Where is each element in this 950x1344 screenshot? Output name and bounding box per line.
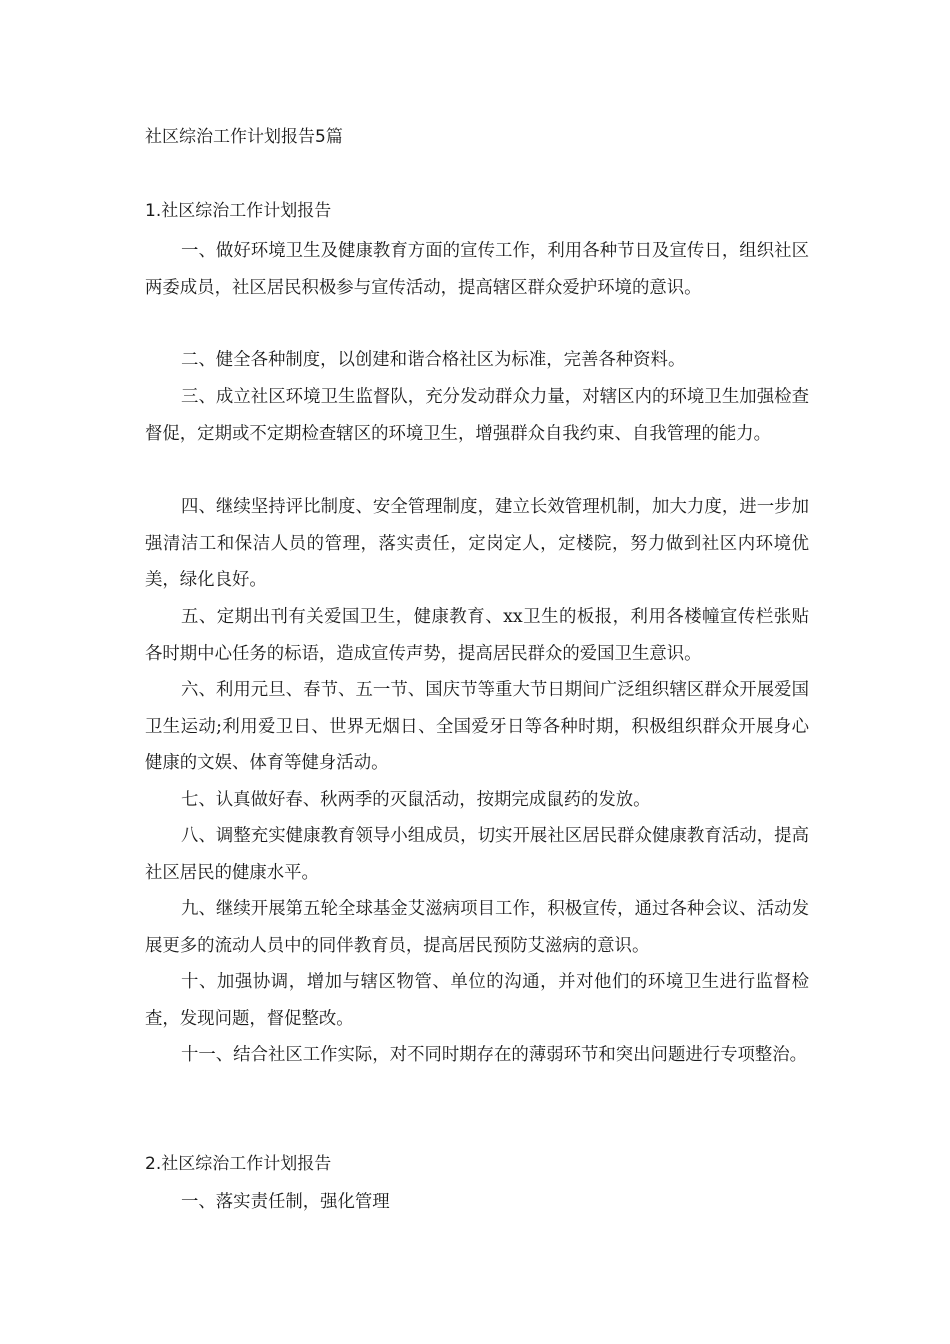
paragraph-1-4: 四、继续坚持评比制度、安全管理制度，建立长效管理机制，加大力度，进一步加强清洁工和保洁人员的管理，落实责任，定岗定人，定楼院，努力做到社区内环境优美，绿化良好。 — [145, 497, 809, 591]
paragraph-1-10: 十、加强协调，增加与辖区物管、单位的沟通，并对他们的环境卫生进行监督检查，发现问题，督促整改。 — [145, 972, 809, 1029]
paragraph-1-1: 一、做好环境卫生及健康教育方面的宣传工作，利用各种节日及宣传日，组织社区两委成员，社区居民积极参与宣传活动，提高辖区群众爱护环境的意识。 — [145, 241, 809, 298]
paragraph-2-1: 一、落实责任制，强化管理 — [181, 1192, 390, 1212]
section-heading-1: 1.社区综治工作计划报告 — [145, 201, 332, 221]
document-title: 社区综治工作计划报告5篇 — [145, 127, 343, 147]
paragraph-1-7: 七、认真做好春、秋两季的灭鼠活动，按期完成鼠药的发放。 — [181, 790, 651, 810]
paragraph-1-6: 六、利用元旦、春节、五一节、国庆节等重大节日期间广泛组织辖区群众开展爱国卫生运动;利用爱卫日、世界无烟日、全国爱牙日等各种时期，积极组织群众开展身心健康的文娱、体育等健身活动。 — [145, 680, 809, 774]
paragraph-1-2: 二、健全各种制度，以创建和谐合格社区为标准，完善各种资料。 — [181, 350, 686, 370]
paragraph-1-3: 三、成立社区环境卫生监督队，充分发动群众力量，对辖区内的环境卫生加强检查督促，定期或不定期检查辖区的环境卫生，增强群众自我约束、自我管理的能力。 — [145, 387, 809, 444]
paragraph-1-9: 九、继续开展第五轮全球基金艾滋病项目工作，积极宣传，通过各种会议、活动发展更多的流动人员中的同伴教育员，提高居民预防艾滋病的意识。 — [145, 899, 809, 956]
paragraph-1-5: 五、定期出刊有关爱国卫生，健康教育、xx卫生的板报，利用各楼幢宣传栏张贴各时期中心任务的标语，造成宣传声势，提高居民群众的爱国卫生意识。 — [145, 607, 809, 664]
paragraph-1-8: 八、调整充实健康教育领导小组成员，切实开展社区居民群众健康教育活动，提高社区居民的健康水平。 — [145, 826, 809, 883]
paragraph-1-11: 十一、结合社区工作实际，对不同时期存在的薄弱环节和突出问题进行专项整治。 — [181, 1045, 808, 1065]
section-heading-2: 2.社区综治工作计划报告 — [145, 1154, 332, 1174]
